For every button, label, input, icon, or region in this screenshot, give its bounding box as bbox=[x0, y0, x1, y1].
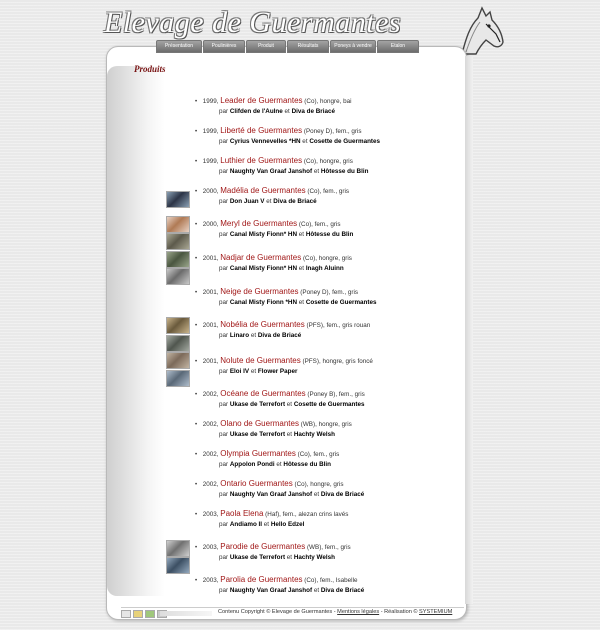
horse-photo-thumbnail[interactable] bbox=[166, 233, 190, 250]
nav-tab-2[interactable]: Poulinières bbox=[203, 40, 245, 53]
product-entry bbox=[195, 186, 349, 207]
by-label: par bbox=[219, 587, 230, 594]
by-label: par bbox=[219, 168, 230, 175]
bullet: • bbox=[195, 189, 198, 195]
entry-description: (Co), fem., gris bbox=[305, 188, 350, 195]
and-label: et bbox=[312, 587, 321, 594]
entry-year: 2000, bbox=[202, 188, 219, 195]
entry-line-1 bbox=[195, 542, 351, 553]
footer-made-by: - Réalisation © bbox=[379, 609, 420, 615]
entry-year: 2000, bbox=[202, 221, 219, 228]
entry-line-2 bbox=[195, 400, 365, 410]
entry-line-2 bbox=[195, 167, 368, 177]
horse-photo-thumbnail[interactable] bbox=[166, 216, 190, 233]
entry-description: (WB), hongre, gris bbox=[298, 421, 352, 428]
entry-description: (Poney B), fem., gris bbox=[305, 391, 365, 398]
legal-notice-link[interactable]: Mentions légales bbox=[337, 609, 380, 615]
bullet: • bbox=[195, 256, 198, 262]
bullet: • bbox=[195, 359, 198, 365]
by-label: par bbox=[219, 401, 230, 408]
dam-name: Diva de Briacé bbox=[273, 198, 317, 205]
product-entry bbox=[195, 479, 364, 500]
by-label: par bbox=[219, 461, 230, 468]
systemium-link[interactable]: SYSTEMIUM bbox=[419, 609, 453, 615]
bullet: • bbox=[195, 482, 198, 488]
nav-tab-4[interactable]: Résultats bbox=[287, 40, 329, 53]
entry-line-1 bbox=[195, 96, 352, 107]
main-nav bbox=[156, 40, 419, 52]
site-title: Elevage de Guermantes bbox=[104, 6, 402, 39]
entry-line-2 bbox=[195, 137, 380, 147]
footer-icon-2[interactable] bbox=[133, 610, 143, 618]
entry-year: 2001, bbox=[202, 322, 219, 329]
entry-year: 2001, bbox=[202, 289, 219, 296]
and-label: et bbox=[282, 108, 292, 115]
entry-description: (Poney D), fem., gris bbox=[298, 289, 359, 296]
bullet: • bbox=[195, 578, 198, 584]
horse-name-link[interactable]: Leader de Guermantes bbox=[220, 96, 303, 105]
and-label: et bbox=[297, 265, 306, 272]
entry-line-1 bbox=[195, 186, 349, 197]
entry-description: (Co), hongre, gris bbox=[292, 481, 344, 488]
dam-name: Hôtesse du Blin bbox=[320, 168, 369, 175]
horse-name-link[interactable]: Nadjar de Guermantes bbox=[220, 253, 302, 262]
entry-line-2 bbox=[195, 460, 339, 470]
entry-line-2 bbox=[195, 264, 352, 274]
horse-photo-thumbnail[interactable] bbox=[166, 540, 190, 557]
horse-name-link[interactable]: Nobélia de Guermantes bbox=[220, 320, 305, 329]
sire-name: Andiamo II bbox=[229, 521, 263, 528]
product-entry bbox=[195, 219, 353, 240]
horse-name-link[interactable]: Olympia Guermantes bbox=[220, 449, 296, 458]
by-label: par bbox=[219, 332, 230, 339]
entry-year: 2002, bbox=[202, 481, 219, 488]
entry-year: 2003, bbox=[202, 544, 219, 551]
entry-line-2 bbox=[195, 430, 352, 440]
horse-photo-thumbnail[interactable] bbox=[166, 352, 190, 369]
horse-name-link[interactable]: Ontario Guermantes bbox=[220, 479, 293, 488]
entry-line-1 bbox=[195, 219, 353, 230]
nav-tab-6[interactable]: Etalon bbox=[377, 40, 419, 53]
bullet: • bbox=[195, 129, 198, 135]
by-label: par bbox=[219, 299, 230, 306]
horse-photo-thumbnail[interactable] bbox=[166, 268, 190, 285]
and-label: et bbox=[262, 521, 271, 528]
horse-head-logo bbox=[456, 4, 506, 56]
entry-line-1 bbox=[195, 389, 365, 400]
entry-line-2 bbox=[195, 107, 352, 117]
entry-year: 2002, bbox=[202, 451, 219, 458]
entry-description: (Co), hongre, bai bbox=[302, 98, 352, 105]
entry-description: (Co), fem., gris bbox=[295, 451, 340, 458]
entry-line-2 bbox=[195, 298, 377, 308]
product-entry bbox=[195, 287, 377, 308]
and-label: et bbox=[312, 168, 321, 175]
horse-name-link[interactable]: Océane de Guermantes bbox=[220, 389, 306, 398]
panel-left-shade bbox=[107, 66, 165, 596]
footer-divider bbox=[121, 607, 464, 608]
entry-year: 2003, bbox=[202, 511, 219, 518]
and-label: et bbox=[285, 431, 294, 438]
nav-tab-1[interactable]: Présentation bbox=[156, 40, 202, 53]
product-entry bbox=[195, 126, 380, 147]
and-label: et bbox=[274, 461, 284, 468]
sire-name: Naughty Van Graaf Janshof bbox=[229, 587, 313, 594]
bullet: • bbox=[195, 512, 198, 518]
entry-line-1 bbox=[195, 253, 352, 264]
product-entry bbox=[195, 389, 365, 410]
entry-year: 1999, bbox=[202, 98, 219, 105]
entry-description: (Poney D), fem., gris bbox=[302, 128, 362, 135]
product-entry bbox=[195, 356, 373, 377]
entry-line-1 bbox=[195, 419, 352, 430]
product-entry bbox=[195, 253, 352, 274]
horse-photo-thumbnail[interactable] bbox=[166, 317, 190, 334]
horse-name-link[interactable]: Meryl de Guermantes bbox=[220, 219, 298, 228]
entry-year: 2002, bbox=[202, 421, 219, 428]
sire-name: Cyrius Vennevelles *HN bbox=[229, 138, 301, 145]
footer-bar bbox=[160, 611, 212, 616]
dam-name: Diva de Briacé bbox=[291, 108, 335, 115]
entry-year: 2003, bbox=[202, 577, 219, 584]
entry-line-1 bbox=[195, 356, 373, 367]
bullet: • bbox=[195, 452, 198, 458]
horse-photo-thumbnail[interactable] bbox=[166, 557, 190, 574]
sire-name: Eloi IV bbox=[229, 368, 250, 375]
by-label: par bbox=[219, 368, 230, 375]
horse-name-link[interactable]: Neige de Guermantes bbox=[220, 287, 299, 296]
entry-line-2 bbox=[195, 331, 370, 341]
product-entry bbox=[195, 542, 351, 563]
bullet: • bbox=[195, 323, 198, 329]
dam-name: Hôtesse du Blin bbox=[305, 231, 354, 238]
entry-line-2 bbox=[195, 230, 353, 240]
entry-line-2 bbox=[195, 586, 364, 596]
entry-description: (Co), hongre, gris bbox=[301, 255, 352, 262]
horse-name-link[interactable]: Olano de Guermantes bbox=[220, 419, 299, 428]
entry-line-2 bbox=[195, 553, 351, 563]
sire-name: Ukase de Terrefort bbox=[229, 431, 286, 438]
sire-name: Don Juan V bbox=[229, 198, 265, 205]
product-entry bbox=[195, 449, 339, 470]
entry-line-2 bbox=[195, 490, 364, 500]
product-entry bbox=[195, 156, 368, 177]
dam-name: Flower Paper bbox=[257, 368, 298, 375]
by-label: par bbox=[219, 265, 230, 272]
entry-line-2 bbox=[195, 197, 349, 207]
entry-description: (Co), fem., gris bbox=[297, 221, 341, 228]
entry-year: 2001, bbox=[202, 358, 219, 365]
bullet: • bbox=[195, 422, 198, 428]
entry-description: (Co), hongre, gris bbox=[302, 158, 353, 165]
by-label: par bbox=[219, 108, 230, 115]
product-entry bbox=[195, 96, 352, 117]
horse-name-link[interactable]: Madélia de Guermantes bbox=[220, 186, 306, 195]
entry-description: (WB), fem., gris bbox=[305, 544, 351, 551]
footer bbox=[218, 609, 452, 615]
dam-name: Diva de Briacé bbox=[320, 491, 365, 498]
nav-tab-3[interactable]: Produit bbox=[246, 40, 286, 53]
entry-line-1 bbox=[195, 449, 339, 460]
entry-line-1 bbox=[195, 479, 364, 490]
bullet: • bbox=[195, 99, 198, 105]
and-label: et bbox=[312, 491, 321, 498]
entry-line-2 bbox=[195, 520, 348, 530]
entry-line-1 bbox=[195, 575, 364, 586]
footer-icon-1[interactable] bbox=[121, 610, 131, 618]
and-label: et bbox=[249, 368, 258, 375]
entry-year: 2001, bbox=[202, 255, 219, 262]
bullet: • bbox=[195, 290, 198, 296]
product-entry bbox=[195, 320, 370, 341]
horse-name-link[interactable]: Liberté de Guermantes bbox=[220, 126, 303, 135]
product-entry bbox=[195, 419, 352, 440]
horse-photo-thumbnail[interactable] bbox=[166, 335, 190, 352]
bullet: • bbox=[195, 222, 198, 228]
and-label: et bbox=[285, 554, 294, 561]
horse-name-link[interactable]: Paola Elena bbox=[220, 509, 264, 518]
entry-description: (Co), fem., Isabelle bbox=[302, 577, 358, 584]
by-label: par bbox=[219, 198, 230, 205]
horse-photo-thumbnail[interactable] bbox=[166, 251, 190, 268]
entry-year: 2002, bbox=[202, 391, 219, 398]
horse-photo-thumbnail[interactable] bbox=[166, 191, 190, 208]
dam-name: Cosette de Guermantes bbox=[309, 138, 381, 145]
dam-name: Diva de Briacé bbox=[257, 332, 302, 339]
entry-line-1 bbox=[195, 156, 368, 167]
bullet: • bbox=[195, 392, 198, 398]
nav-tab-5[interactable]: Poneys à vendre bbox=[330, 40, 376, 53]
product-entry bbox=[195, 575, 364, 596]
footer-copyright: Contenu Copyright © Elevage de Guermantes - bbox=[218, 609, 338, 615]
entry-line-1 bbox=[195, 509, 348, 520]
dam-name: Inagh Aluinn bbox=[305, 265, 344, 272]
by-label: par bbox=[219, 138, 230, 145]
bullet: • bbox=[195, 159, 198, 165]
bullet: • bbox=[195, 545, 198, 551]
by-label: par bbox=[219, 521, 230, 528]
horse-name-link[interactable]: Nolute de Guermantes bbox=[220, 356, 301, 365]
sire-name: Canal Misty Fionn *HN bbox=[229, 299, 298, 306]
sire-name: Canal Misty Fionn* HN bbox=[229, 231, 298, 238]
dam-name: Cosette de Guermantes bbox=[305, 299, 377, 306]
dam-name: Hôtesse du Blin bbox=[283, 461, 331, 468]
and-label: et bbox=[297, 231, 306, 238]
horse-name-link[interactable]: Parolia de Guermantes bbox=[220, 575, 303, 584]
and-label: et bbox=[285, 401, 294, 408]
horse-name-link[interactable]: Luthier de Guermantes bbox=[220, 156, 303, 165]
horse-name-link[interactable]: Parodie de Guermantes bbox=[220, 542, 306, 551]
panel-right-edge bbox=[465, 56, 473, 604]
entry-description: (Haf), fem., alezan crins lavés bbox=[263, 511, 349, 518]
entry-year: 1999, bbox=[202, 128, 219, 135]
footer-icon-3[interactable] bbox=[145, 610, 155, 618]
entry-line-1 bbox=[195, 287, 377, 298]
dam-name: Hachty Welsh bbox=[293, 431, 335, 438]
and-label: et bbox=[297, 299, 306, 306]
entry-description: (PFS), fem., gris rouan bbox=[304, 322, 371, 329]
by-label: par bbox=[219, 554, 230, 561]
entry-description: (PFS), hongre, gris foncé bbox=[300, 358, 373, 365]
and-label: et bbox=[249, 332, 258, 339]
and-label: et bbox=[300, 138, 310, 145]
section-title: Produits bbox=[134, 64, 166, 74]
dam-name: Cosette de Guermantes bbox=[293, 401, 365, 408]
product-entry bbox=[195, 509, 348, 530]
dam-name: Hachty Welsh bbox=[293, 554, 335, 561]
dam-name: Diva de Briacé bbox=[320, 587, 365, 594]
horse-photo-thumbnail[interactable] bbox=[166, 370, 190, 387]
entry-year: 1999, bbox=[202, 158, 219, 165]
sire-name: Naughty Van Graaf Janshof bbox=[229, 168, 313, 175]
sire-name: Ukase de Terrefort bbox=[229, 554, 286, 561]
sire-name: Ukase de Terrefort bbox=[229, 401, 286, 408]
sire-name: Naughty Van Graaf Janshof bbox=[229, 491, 313, 498]
entry-line-1 bbox=[195, 126, 380, 137]
sire-name: Linaro bbox=[229, 332, 250, 339]
and-label: et bbox=[264, 198, 274, 205]
sire-name: Canal Misty Fionn* HN bbox=[229, 265, 298, 272]
by-label: par bbox=[219, 231, 230, 238]
dam-name: Hello Edzel bbox=[270, 521, 305, 528]
by-label: par bbox=[219, 491, 230, 498]
entry-line-1 bbox=[195, 320, 370, 331]
entry-line-2 bbox=[195, 367, 373, 377]
sire-name: Clifden de l'Aulne bbox=[229, 108, 283, 115]
by-label: par bbox=[219, 431, 230, 438]
sire-name: Appolon Pondi bbox=[229, 461, 275, 468]
